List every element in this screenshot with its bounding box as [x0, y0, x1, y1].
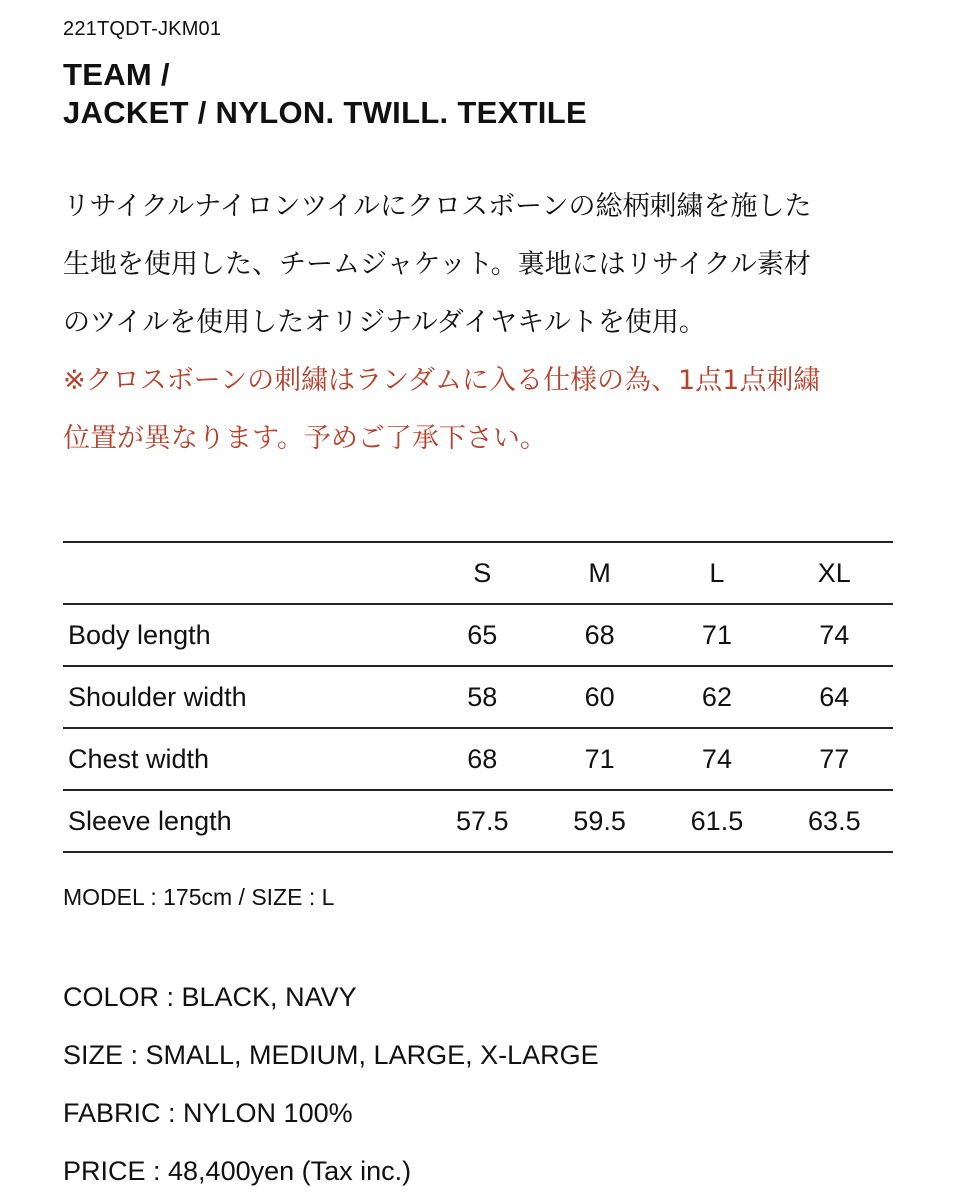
embroidery-note-line: 位置が異なります。予めご了承下さい。 [63, 423, 547, 454]
table-cell: 64 [776, 666, 893, 728]
size-header-m: M [541, 542, 658, 604]
spec-list [63, 968, 599, 1200]
description-line: のツイルを使用したオリジナルダイヤキルトを使用。 [63, 307, 706, 338]
table-cell: 65 [424, 604, 541, 666]
table-cell: 63.5 [776, 790, 893, 852]
row-label: Chest width [63, 728, 424, 790]
row-label: Body length [63, 604, 424, 666]
size-table-header-row [63, 542, 893, 604]
product-title [63, 56, 587, 132]
table-cell: 77 [776, 728, 893, 790]
model-info: MODEL : 175cm / SIZE : L [63, 884, 335, 910]
table-cell: 57.5 [424, 790, 541, 852]
table-cell: 61.5 [658, 790, 775, 852]
table-cell: 60 [541, 666, 658, 728]
color-spec: COLOR : BLACK, NAVY [63, 982, 357, 1012]
size-header-xl: XL [776, 542, 893, 604]
description-line: 生地を使用した、チームジャケット。裏地にはリサイクル素材 [63, 249, 811, 280]
table-cell: 74 [776, 604, 893, 666]
table-cell: 71 [658, 604, 775, 666]
row-label: Shoulder width [63, 666, 424, 728]
price-spec: PRICE : 48,400yen (Tax inc.) [63, 1156, 412, 1186]
table-row [63, 728, 893, 790]
product-description [63, 178, 903, 468]
product-code: 221TQDT-JKM01 [63, 18, 222, 40]
table-row [63, 666, 893, 728]
fabric-spec: FABRIC : NYLON 100% [63, 1098, 353, 1128]
embroidery-note-line: ※クロスボーンの刺繍はランダムに入る仕様の為、1点1点刺繍 [63, 365, 821, 396]
size-table-corner [63, 542, 424, 604]
title-line-2: JACKET / NYLON. TWILL. TEXTILE [63, 95, 587, 130]
size-table [63, 541, 893, 853]
table-cell: 62 [658, 666, 775, 728]
table-cell: 58 [424, 666, 541, 728]
table-cell: 68 [541, 604, 658, 666]
table-row [63, 604, 893, 666]
table-cell: 68 [424, 728, 541, 790]
size-spec: SIZE : SMALL, MEDIUM, LARGE, X-LARGE [63, 1040, 599, 1070]
description-line: リサイクルナイロンツイルにクロスボーンの総柄刺繍を施した [63, 191, 812, 222]
row-label: Sleeve length [63, 790, 424, 852]
size-header-s: S [424, 542, 541, 604]
table-cell: 74 [658, 728, 775, 790]
title-line-1: TEAM / [63, 57, 170, 92]
table-cell: 59.5 [541, 790, 658, 852]
table-cell: 71 [541, 728, 658, 790]
table-row [63, 790, 893, 852]
size-header-l: L [658, 542, 775, 604]
